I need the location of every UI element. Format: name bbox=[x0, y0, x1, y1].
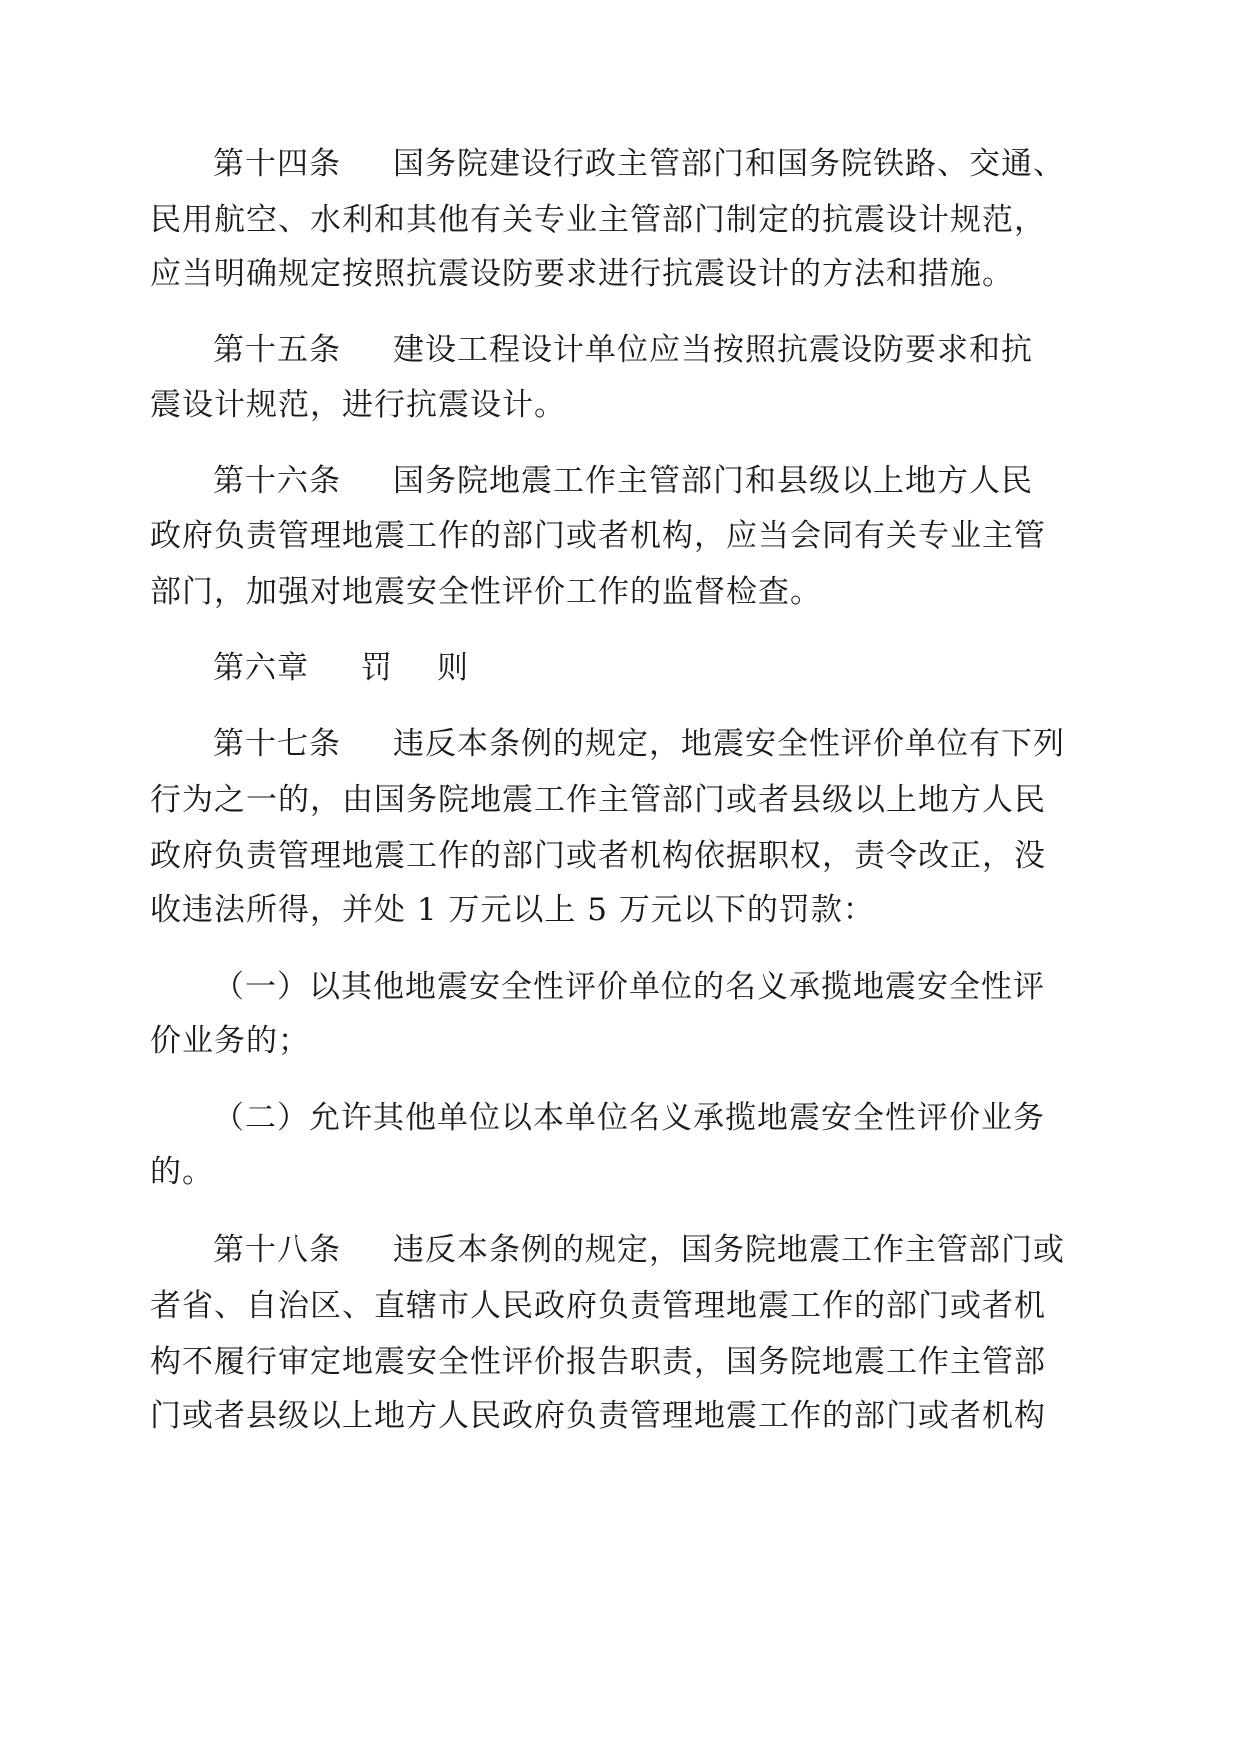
article-18-line-4: 门或者县级以上地方人民政府负责管理地震工作的部门或者机构 bbox=[150, 1398, 1046, 1434]
article-16-label: 第十六条 bbox=[213, 463, 341, 499]
article-16-line-2: 政府负责管理地震工作的部门或者机构，应当会同有关专业主管 bbox=[150, 518, 1046, 554]
article-14-line-3: 应当明确规定按照抗震设防要求进行抗震设计的方法和措施。 bbox=[150, 256, 1014, 292]
chapter-6-title-part2: 则 bbox=[437, 650, 469, 686]
article-18-first-line bbox=[213, 1230, 1173, 1270]
article-15-line-2: 震设计规范，进行抗震设计。 bbox=[150, 387, 566, 423]
item-2-line-1: （二）允许其他单位以本单位名义承揽地震安全性评价业务 bbox=[213, 1100, 1045, 1136]
article-14-text: 国务院建设行政主管部门和国务院铁路、交通、 bbox=[393, 146, 1065, 182]
article-18-line-3: 构不履行审定地震安全性评价报告职责，国务院地震工作主管部 bbox=[150, 1344, 1046, 1380]
article-17-line-3: 政府负责管理地震工作的部门或者机构依据职权，责令改正，没 bbox=[150, 838, 1046, 874]
article-16-first-line bbox=[213, 461, 1173, 501]
article-17-first-line bbox=[213, 724, 1173, 764]
article-18-label: 第十八条 bbox=[213, 1232, 341, 1268]
article-17-line-4: 收违法所得，并处 1 万元以上 5 万元以下的罚款： bbox=[150, 892, 875, 928]
article-16-text: 国务院地震工作主管部门和县级以上地方人民 bbox=[393, 463, 1033, 499]
item-1-line-1: （一）以其他地震安全性评价单位的名义承揽地震安全性评 bbox=[213, 969, 1045, 1005]
article-17-line-2: 行为之一的，由国务院地震工作主管部门或者县级以上地方人民 bbox=[150, 782, 1046, 818]
article-14-first-line bbox=[213, 144, 1173, 184]
article-15-first-line bbox=[213, 330, 1173, 370]
chapter-6-heading bbox=[213, 648, 1173, 688]
article-17-label: 第十七条 bbox=[213, 726, 341, 762]
article-18-text: 违反本条例的规定，国务院地震工作主管部门或 bbox=[393, 1232, 1065, 1268]
article-14-line-2: 民用航空、水利和其他有关专业主管部门制定的抗震设计规范， bbox=[150, 202, 1046, 238]
article-14-label: 第十四条 bbox=[213, 146, 341, 182]
article-15-text: 建设工程设计单位应当按照抗震设防要求和抗 bbox=[393, 332, 1033, 368]
article-18-line-2: 者省、自治区、直辖市人民政府负责管理地震工作的部门或者机 bbox=[150, 1288, 1046, 1324]
item-2-line-2: 的。 bbox=[150, 1154, 214, 1190]
article-15-label: 第十五条 bbox=[213, 332, 341, 368]
chapter-6-label: 第六章 bbox=[213, 650, 309, 686]
article-17-text: 违反本条例的规定，地震安全性评价单位有下列 bbox=[393, 726, 1065, 762]
item-1-line-2: 价业务的； bbox=[150, 1023, 310, 1059]
chapter-6-title-part1: 罚 bbox=[361, 650, 393, 686]
article-16-line-3: 部门，加强对地震安全性评价工作的监督检查。 bbox=[150, 574, 822, 610]
